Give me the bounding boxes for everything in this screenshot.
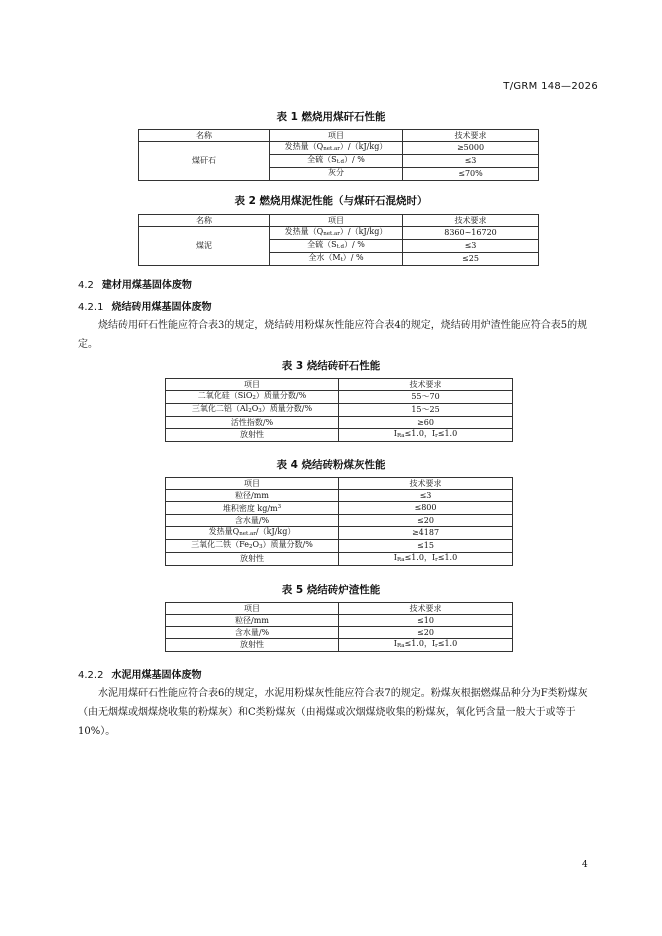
item-cell: 放射性 — [166, 429, 339, 442]
value-cell: ≤70% — [403, 168, 539, 181]
table-row — [166, 502, 513, 515]
item-cell: 三氧化二铝$(Al_2O_3)$质量分数/% — [166, 404, 339, 417]
item-cell: 含水量/% — [166, 515, 339, 527]
table-row — [166, 540, 513, 553]
item-cell: 放射性 — [166, 639, 339, 652]
table-row — [166, 627, 513, 639]
value-cell: 15～25 — [339, 404, 513, 417]
col-header: 名称 — [139, 130, 270, 142]
table5-caption: 表 5 烧结砖炉渣性能 — [281, 584, 381, 596]
table-row — [166, 527, 513, 540]
table-header-row — [166, 379, 513, 391]
item-cell: 堆积密度 $kg/m^3$ — [166, 502, 339, 515]
item-cell: 含水量/% — [166, 627, 339, 639]
value-cell: ≤25 — [403, 253, 539, 266]
value-cell: ≥60 — [339, 417, 513, 429]
table3 — [165, 378, 513, 442]
table-row — [166, 639, 513, 652]
table-row — [166, 404, 513, 417]
col-header: 技术要求 — [339, 603, 513, 615]
table-row — [139, 227, 539, 240]
section-title: 烧结砖用煤基固体废物 — [111, 302, 212, 313]
table2 — [138, 214, 539, 266]
value-cell: ≤20 — [339, 515, 513, 527]
item-cell: 发热量$(Q_{net.ar})/(kJ/kg)$ — [270, 227, 403, 240]
table-row — [166, 391, 513, 404]
table1-caption: 表 1 燃烧用煤矸石性能 — [276, 111, 386, 123]
section-4-2-1-heading — [78, 298, 211, 313]
table4-caption: 表 4 烧结砖粉煤灰性能 — [276, 459, 386, 471]
col-header: 项目 — [166, 603, 339, 615]
item-cell: 三氧化二铁$(Fe_2O_3)$质量分数/% — [166, 540, 339, 553]
document-code: T/GRM 148—2026 — [503, 81, 598, 92]
item-cell: 活性指数/% — [166, 417, 339, 429]
table2-caption: 表 2 燃烧用煤泥性能（与煤矸石混烧时） — [234, 195, 428, 207]
page-number: 4 — [582, 860, 588, 870]
item-cell: 放射性 — [166, 553, 339, 566]
item-cell: 粒径/mm — [166, 615, 339, 627]
value-cell: ≤15 — [339, 540, 513, 553]
table3-caption: 表 3 烧结砖矸石性能 — [281, 360, 381, 372]
material-name: 煤泥 — [139, 227, 270, 266]
section-number: 4.2 — [78, 280, 94, 291]
value-cell: ≤3 — [403, 155, 539, 168]
section-number: 4.2.1 — [78, 302, 104, 313]
table-row — [139, 142, 539, 155]
section-4-2-1-paragraph: 烧结砖用矸石性能应符合表3的规定，烧结砖用粉煤灰性能应符合表4的规定，烧结砖用炉渣性能应符合表5的规定。 — [78, 320, 588, 350]
value-cell: 8360~16720 — [403, 227, 539, 240]
col-header: 技术要求 — [403, 130, 539, 142]
value-cell: ≥4187 — [339, 527, 513, 540]
value-cell: ≤3 — [339, 490, 513, 502]
value-cell: ≤3 — [403, 240, 539, 253]
value-cell: $I_{Ra}\le 1.0$，$I_r\le 1.0$ — [339, 553, 513, 566]
value-cell: ≤20 — [339, 627, 513, 639]
value-cell: ≥5000 — [403, 142, 539, 155]
col-header: 项目 — [270, 130, 403, 142]
section-title: 水泥用煤基固体废物 — [111, 670, 202, 681]
section-number: 4.2.2 — [78, 670, 104, 681]
value-cell: $I_{Ra}\le 1.0$，$I_r\le 1.0$ — [339, 429, 513, 442]
item-cell: 发热量$(Q_{net.ar})/(kJ/kg)$ — [270, 142, 403, 155]
table1 — [138, 129, 539, 181]
col-header: 项目 — [166, 478, 339, 490]
value-cell: $I_{Ra}\le 1.0$，$I_r\le 1.0$ — [339, 639, 513, 652]
table-header-row — [139, 215, 539, 227]
table-row — [166, 490, 513, 502]
value-cell: 55～70 — [339, 391, 513, 404]
table-header-row — [166, 478, 513, 490]
item-cell: 灰分 — [270, 168, 403, 181]
section-4-2-heading — [78, 276, 192, 291]
table-row — [166, 417, 513, 429]
value-cell: ≤800 — [339, 502, 513, 515]
item-cell: 二氧化硅（SiO$_2$）质量分数/% — [166, 391, 339, 404]
item-cell: 全硫$(S_{t.d})/$ % — [270, 155, 403, 168]
material-name: 煤矸石 — [139, 142, 270, 181]
table-header-row — [166, 603, 513, 615]
table5 — [165, 602, 513, 652]
table-row — [166, 429, 513, 442]
table-row — [166, 515, 513, 527]
value-cell: ≤10 — [339, 615, 513, 627]
table-row — [166, 553, 513, 566]
table-header-row — [139, 130, 539, 142]
col-header: 名称 — [139, 215, 270, 227]
item-cell: 粒径/mm — [166, 490, 339, 502]
item-cell: 全硫$(S_{t.d})/$ % — [270, 240, 403, 253]
section-4-2-2-heading — [78, 666, 201, 681]
section-title: 建材用煤基固体废物 — [101, 280, 192, 291]
section-4-2-2-paragraph: 水泥用煤矸石性能应符合表6的规定，水泥用粉煤灰性能应符合表7的规定。粉煤灰根据燃煤品种分为F类粉煤灰（由无烟煤或烟煤烧收集的粉煤灰）和C类粉煤灰（由褐煤或次烟煤烧收集的粉煤灰，氧化钙含量一般大于或等于10%）。 — [78, 688, 588, 737]
col-header: 技术要求 — [403, 215, 539, 227]
table-row — [166, 615, 513, 627]
item-cell: 发热量$Q_{net.ar}/(kJ/kg)$ — [166, 527, 339, 540]
table4 — [165, 477, 513, 566]
item-cell: 全水$(M_t)/$ % — [270, 253, 403, 266]
col-header: 项目 — [166, 379, 339, 391]
col-header: 项目 — [270, 215, 403, 227]
col-header: 技术要求 — [339, 379, 513, 391]
col-header: 技术要求 — [339, 478, 513, 490]
